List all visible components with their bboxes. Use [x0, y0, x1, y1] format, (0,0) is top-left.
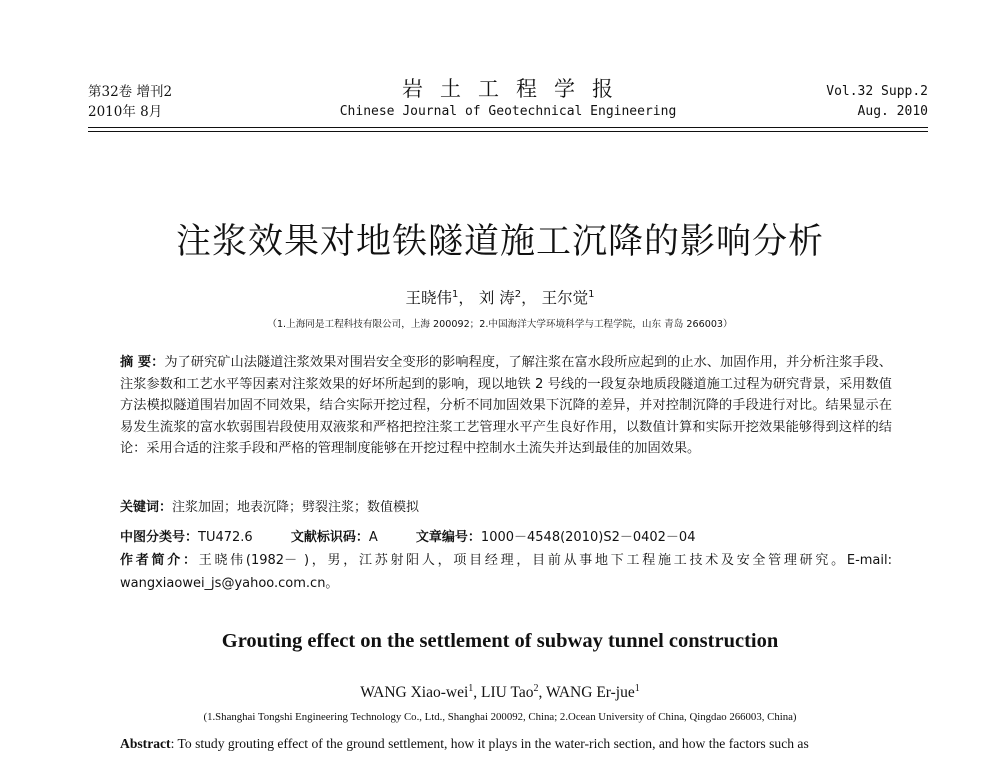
authors-cn: [0, 286, 1000, 308]
author-name: 王尔觉: [541, 289, 589, 307]
author-separator: ，: [521, 289, 537, 307]
journal-name-cn: 岩土工程学报: [402, 77, 630, 101]
author-separator: ，: [458, 289, 474, 307]
header-rule-thin: [88, 131, 928, 132]
authors-en: [0, 683, 1000, 702]
clc-value: TU472.6: [198, 530, 253, 545]
running-header: [88, 76, 928, 126]
keywords-label: 关键词：: [120, 500, 173, 515]
author-separator-en: ,: [473, 684, 482, 702]
date-en: Aug. 2010: [857, 104, 928, 119]
author-affil-mark-en: 2: [533, 683, 539, 694]
abstract-text-cn: 为了研究矿山法隧道注浆效果对围岩安全变形的影响程度，了解注浆在富水段所应起到的止水、加固作用，并分析注浆手段、注浆参数和工艺水平等因素对注浆效果的好坏所起到的影响，现以地铁 2 号线的一段复杂地质段隧道施工过程为研究背景，采用数值方法模拟隧道围岩加固不同效果，结合实际开挖过程，分析不同加固效果下沉降的差异，并对控制沉降的手段进行对比。结果显示在易发生流浆的富水软弱围岩段使用双液浆和严格把控注浆工艺管理水平产生良好作用，以数值计算和实际开挖效果能够得到这样的结论：采用合适的注浆手段和严格的管理制度能够在开挖过程中控制水土流失并达到最佳的加固效果。: [120, 355, 892, 457]
volume-cn: 第32卷 增刊2: [88, 84, 173, 100]
abstract-text-en: : To study grouting effect of the ground settlement, how it plays in the water-rich section, and how the factors such as: [170, 736, 809, 751]
article-no-value: 1000－4548(2010)S2－0402－04: [480, 530, 696, 545]
author-affil-mark-en: 1: [468, 683, 474, 694]
author-name-en: LIU Tao: [481, 684, 534, 702]
doc-code-label: 文献标识码：: [290, 530, 369, 545]
bio-label: 作者简介：: [120, 553, 199, 568]
journal-name-en: Chinese Journal of Geotechnical Engineering: [339, 104, 677, 119]
classification-line: [120, 526, 695, 545]
author-name-en: WANG Er-jue: [545, 684, 635, 702]
author-name: 王晓伟: [405, 289, 453, 307]
doc-code-value: A: [368, 530, 378, 545]
abstract-cn: [120, 352, 892, 460]
abstract-label-cn: 摘 要：: [120, 355, 165, 370]
bio-text: 王晓伟(1982－ )，男，江苏射阳人，项目经理，目前从事地下工程施工技术及安全管理研究。E-mail: wangxiaowei_js@yahoo.com.cn。: [120, 553, 892, 591]
author-affil-mark: 1: [452, 288, 459, 300]
affiliation-en: (1.Shanghai Tongshi Engineering Technology Co., Ltd., Shanghai 200092, China; 2.Ocean University of China, Qingdao 266003, China): [203, 711, 797, 723]
author-affil-mark: 2: [514, 288, 522, 300]
header-rule: [88, 127, 928, 128]
author-name-en: WANG Xiao-wei: [360, 684, 469, 702]
author-affil-mark-en: 1: [634, 683, 640, 694]
paper-title-en: Grouting effect on the settlement of subway tunnel construction: [221, 630, 779, 652]
author-bio: [120, 549, 892, 595]
clc-label: 中图分类号：: [120, 530, 199, 545]
date-cn: 2010年 8月: [88, 104, 163, 120]
author-separator-en: ,: [538, 684, 546, 702]
article-no-label: 文章编号：: [415, 530, 481, 545]
header-center: [88, 76, 928, 121]
affiliation-cn: （1.上海同是工程科技有限公司，上海 200092；2.中国海洋大学环境科学与工程学院，山东 青岛 266003）: [267, 319, 733, 330]
paper-title-cn: 注浆效果对地铁隧道施工沉降的影响分析: [175, 222, 824, 262]
author-name: 刘 涛: [478, 289, 515, 307]
volume-en: Vol.32 Supp.2: [826, 84, 928, 99]
abstract-label-en: Abstract: [120, 736, 171, 751]
abstract-en: [120, 736, 920, 752]
keywords-text: 注浆加固；地表沉降；劈裂注浆；数值模拟: [172, 500, 420, 515]
header-right: [826, 82, 928, 122]
keywords-cn: [120, 496, 419, 515]
author-affil-mark: 1: [588, 288, 595, 300]
